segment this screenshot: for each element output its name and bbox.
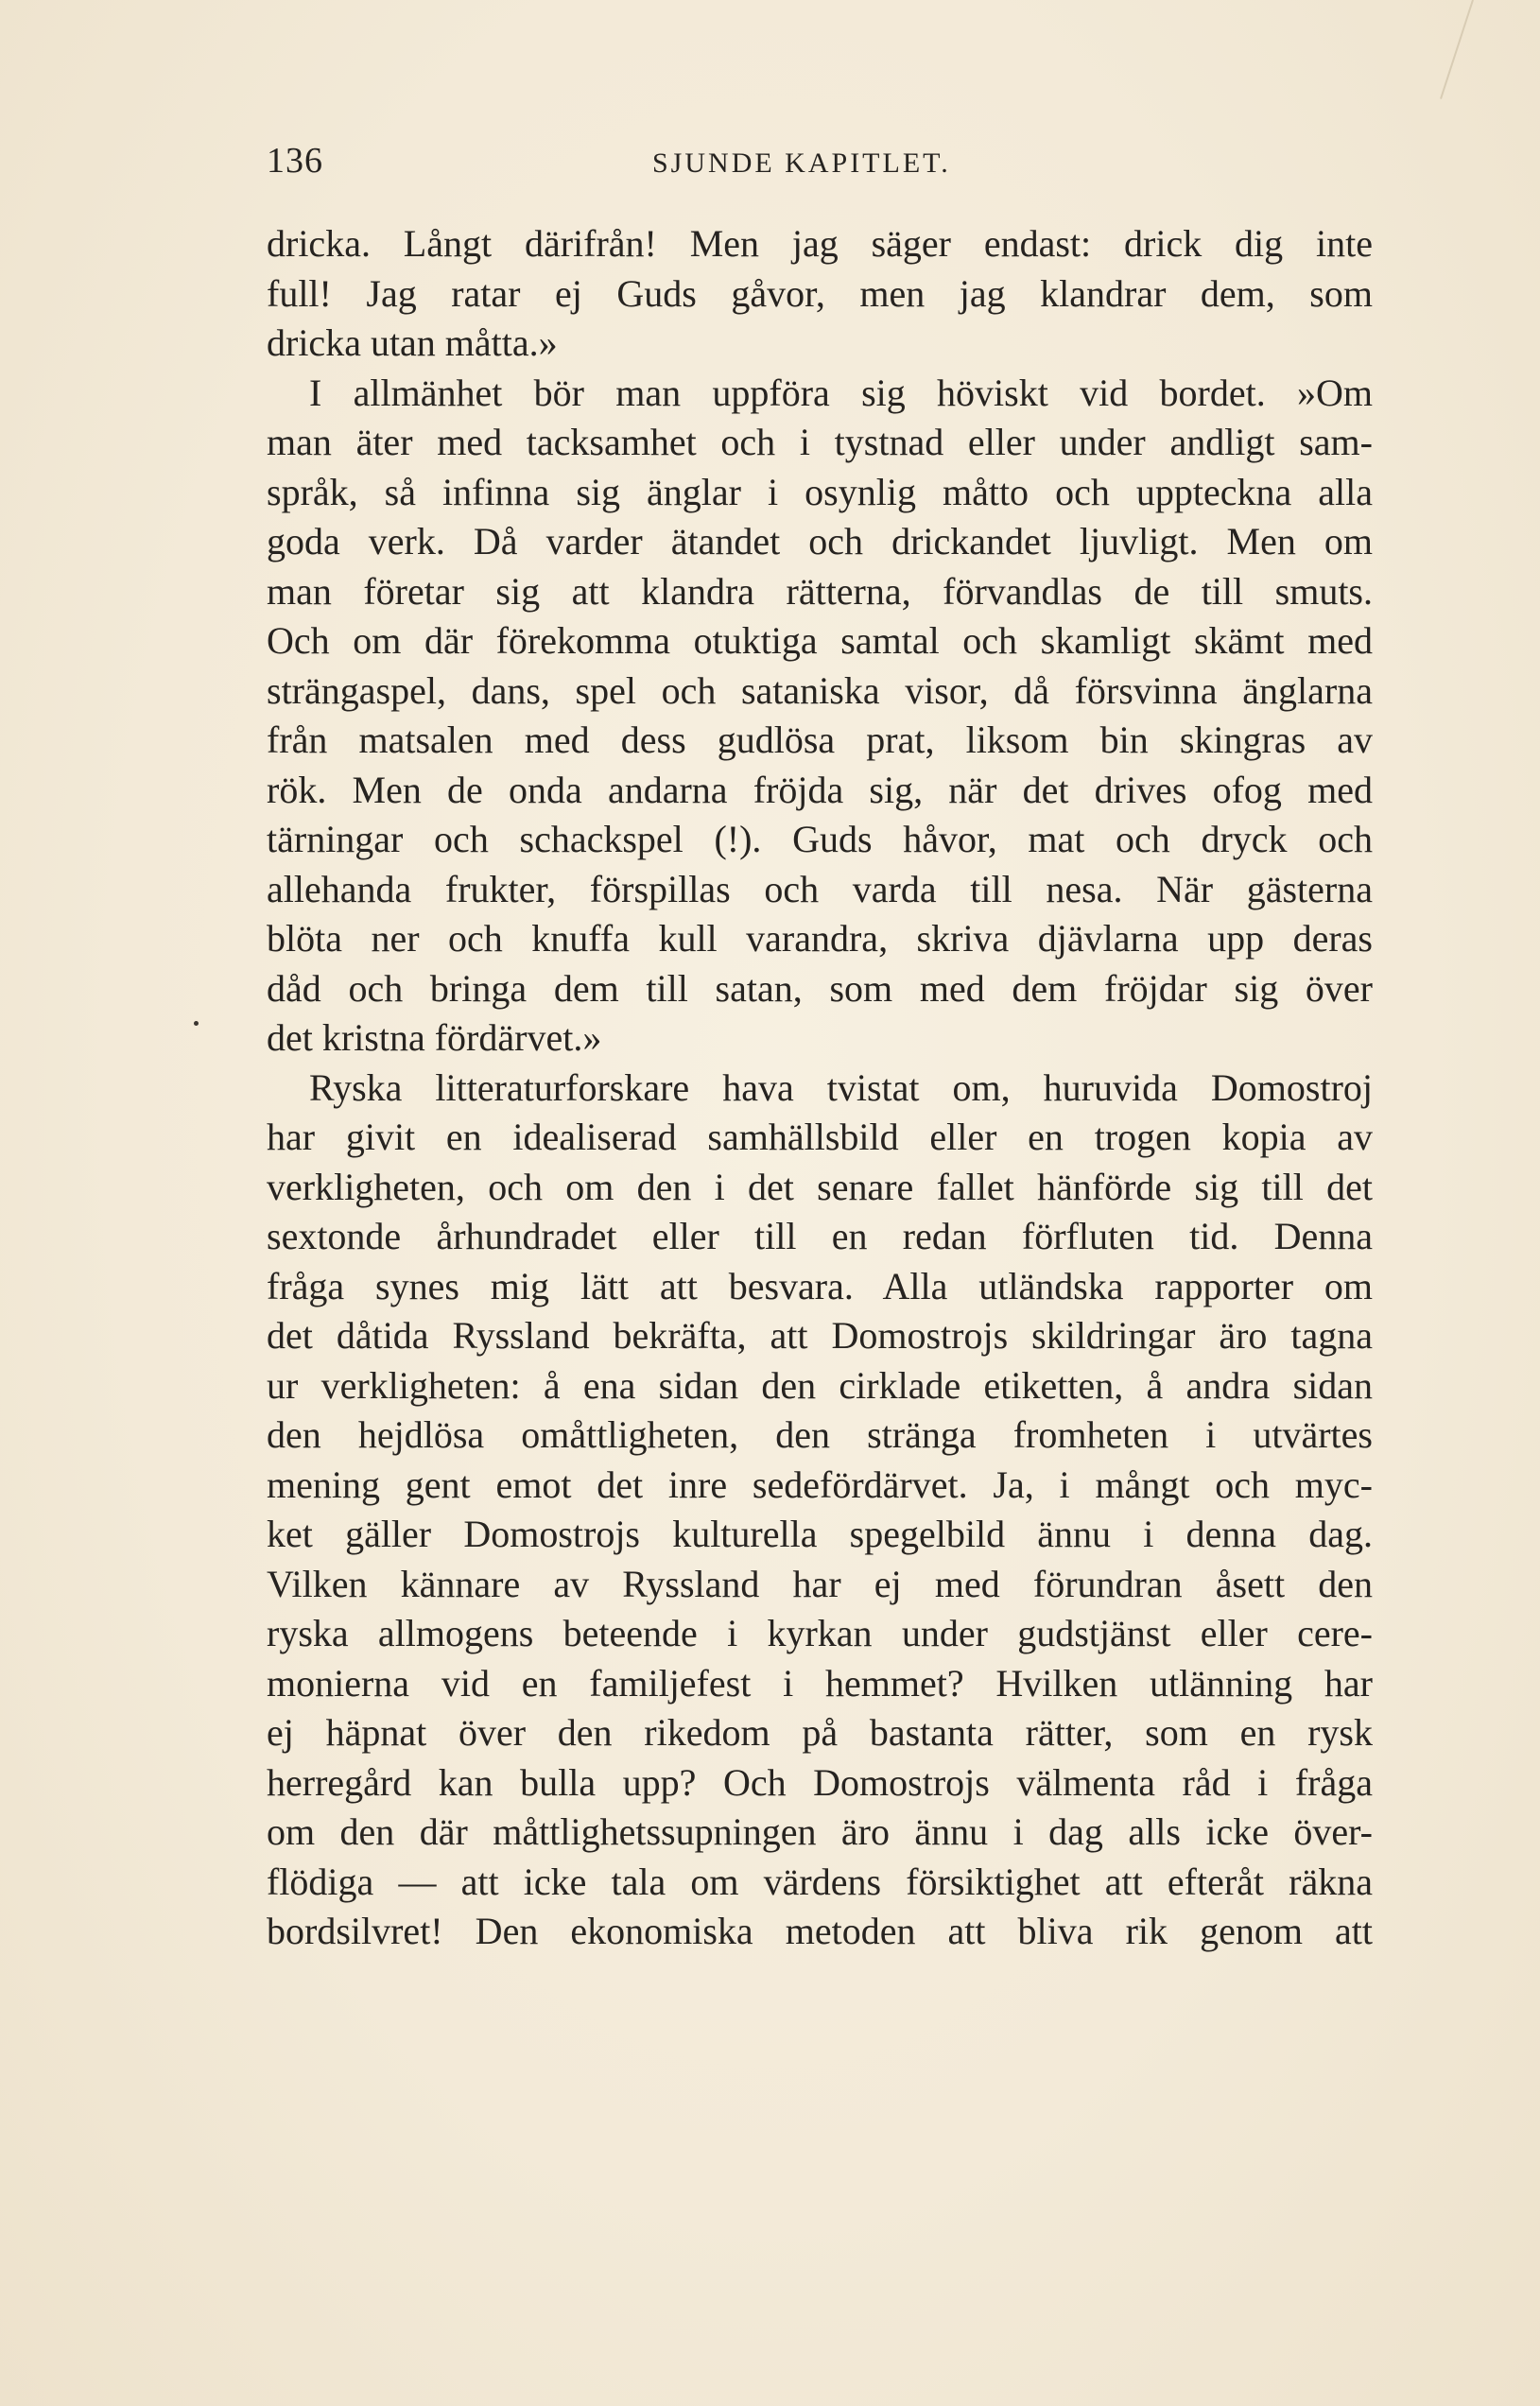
text-line: om den där måttlighetssupningen äro ännu i dag alls icke över-: [267, 1810, 1373, 1853]
text-line: dricka utan måtta.»: [267, 321, 558, 364]
text-line: I allmänhet bör man uppföra sig höviskt vid bordet. »Om: [309, 371, 1373, 414]
text-line: sextonde århundradet eller till en redan förfluten tid. Denna: [267, 1215, 1373, 1257]
text-line: från matsalen med dess gudlösa prat, liksom bin skingras av: [267, 718, 1373, 761]
running-title: SJUNDE KAPITLET.: [652, 147, 951, 179]
text-line: bordsilvret! Den ekonomiska metoden att bliva rik genom att: [267, 1910, 1373, 1952]
text-line: allehanda frukter, förspillas och varda till nesa. När gästerna: [267, 867, 1373, 910]
text-line: mening gent emot det inre sedefördärvet. Ja, i mångt och myc-: [267, 1463, 1373, 1506]
text-line: fråga synes mig lätt att besvara. Alla utländska rapporter om: [267, 1264, 1373, 1307]
page-header: [267, 140, 1373, 197]
text-line: språk, så infinna sig änglar i osynlig måtto och uppteckna alla: [267, 470, 1373, 513]
text-line: ej häpnat över den rikedom på bastanta rätter, som en rysk: [267, 1711, 1373, 1754]
text-line: den hejdlösa omåttligheten, den stränga fromheten i utvärtes: [267, 1413, 1373, 1456]
text-line: har givit en idealiserad samhällsbild eller en trogen kopia av: [267, 1116, 1373, 1158]
text-line: man äter med tacksamhet och i tystnad eller under andligt sam-: [267, 421, 1373, 463]
text-line: herregård kan bulla upp? Och Domostrojs välmenta råd i fråga: [267, 1760, 1373, 1804]
body-text: [267, 219, 1373, 1957]
text-line: Och om där förekomma otuktiga samtal och skamligt skämt med: [267, 619, 1373, 662]
text-line: dåd och bringa dem till satan, som med dem fröjdar sig över: [267, 966, 1373, 1010]
text-line: det dåtida Ryssland bekräfta, att Domostrojs skildringar äro tagna: [267, 1314, 1373, 1357]
text-line: monierna vid en familjefest i hemmet? Hvilken utlänning har: [267, 1661, 1373, 1705]
text-line: flödiga — att icke tala om värdens försiktighet att efteråt räkna: [267, 1860, 1373, 1903]
ink-speck: [194, 1021, 199, 1026]
text-line: det kristna fördärvet.»: [267, 1016, 602, 1059]
text-line: goda verk. Då varder ätandet och drickandet ljuvligt. Men om: [267, 520, 1373, 563]
text-line: full! Jag ratar ej Guds gåvor, men jag klandrar dem, som: [267, 271, 1373, 315]
text-line: verkligheten, och om den i det senare fallet hänförde sig till det: [267, 1165, 1373, 1208]
text-line: Ryska litteraturforskare hava tvistat om, huruvida Domostroj: [309, 1065, 1373, 1109]
text-line: ket gäller Domostrojs kulturella spegelbild ännu i denna dag.: [267, 1513, 1373, 1555]
page-crease: [1440, 0, 1474, 99]
text-line: dricka. Långt därifrån! Men jag säger endast: drick dig inte: [267, 222, 1373, 265]
text-line: ryska allmogens beteende i kyrkan under gudstjänst eller cere-: [267, 1612, 1373, 1654]
text-line: blöta ner och knuffa kull varandra, skriva djävlarna upp deras: [267, 917, 1373, 960]
text-line: Vilken kännare av Ryssland har ej med förundran åsett den: [267, 1562, 1373, 1605]
text-line: ur verkligheten: å ena sidan den cirklade etiketten, å andra sidan: [267, 1363, 1373, 1407]
text-line: strängaspel, dans, spel och sataniska visor, då försvinna änglarna: [267, 668, 1373, 712]
page-number: 136: [267, 141, 323, 181]
text-line: man företar sig att klandra rätterna, förvandlas de till smuts.: [267, 569, 1373, 613]
text-line: rök. Men de onda andarna fröjda sig, när det drives ofog med: [267, 768, 1373, 811]
text-line: tärningar och schackspel (!). Guds håvor, mat och dryck och: [267, 818, 1373, 860]
